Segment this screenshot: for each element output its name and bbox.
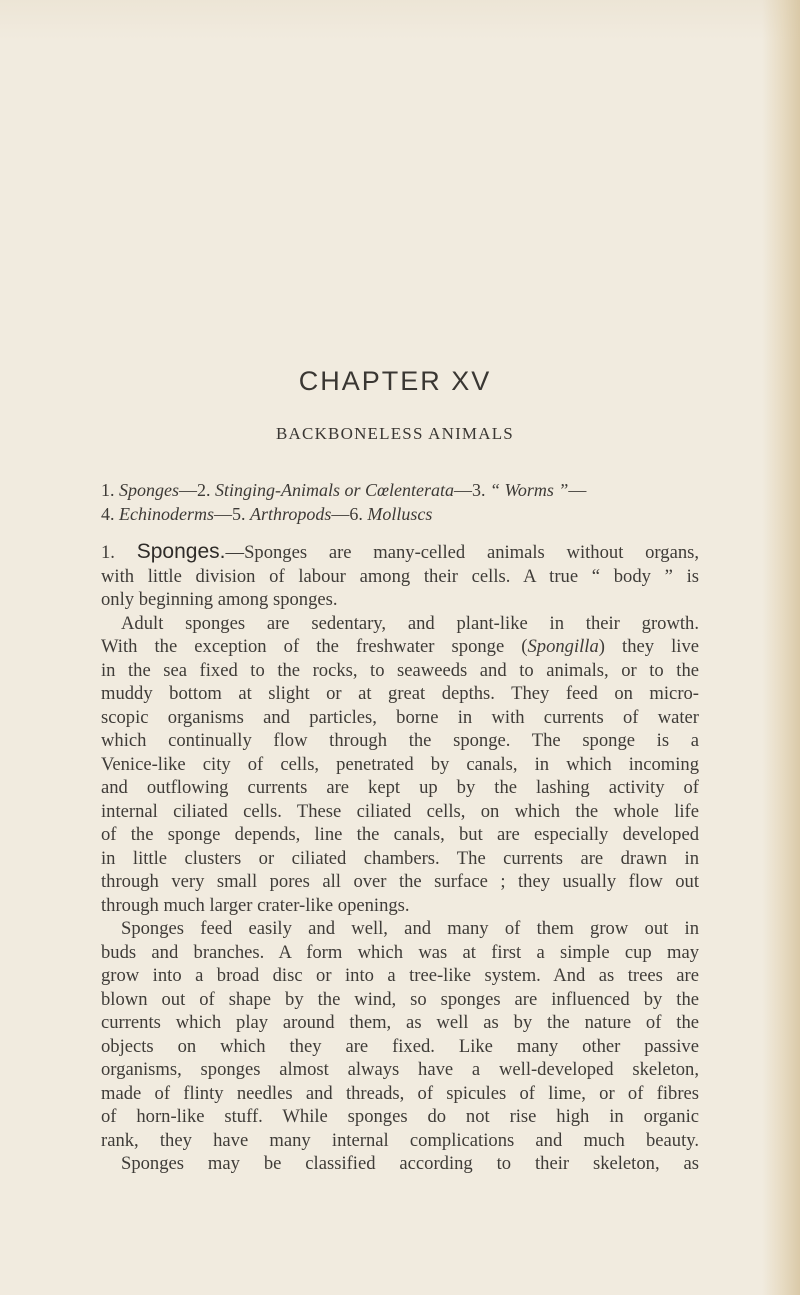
text-line: grow into a broad disc or into a tree-like system. And as trees are [101, 965, 699, 986]
text-span: With the exception of the freshwater sponge ( [101, 636, 528, 657]
italic-term-spongilla: Spongilla [527, 636, 599, 657]
text-line: Sponges feed easily and well, and many of them grow out in [121, 918, 699, 939]
text-line: which continually flow through the sponge. The sponge is a [101, 730, 699, 751]
text-line: muddy bottom at slight or at great depths. They feed on micro- [101, 683, 699, 704]
text-line: made of flinty needles and threads, of spicules of lime, or of fibres [101, 1082, 699, 1104]
contents-line-1 [101, 480, 721, 501]
contents-number: 4. [101, 504, 119, 524]
text-line: Adult sponges are sedentary, and plant-like in their growth. [121, 612, 699, 634]
body-text [101, 540, 699, 1176]
paragraph-heading-sponges: Sponges. [136, 540, 226, 563]
text-line: internal ciliated cells. These ciliated cells, on which the whole life [101, 800, 699, 822]
contents-item-arthropods: Arthropods [249, 504, 332, 524]
text-line: with little division of labour among their cells. A true “ body ” is [101, 565, 699, 587]
chapter-title: CHAPTER XV [298, 366, 492, 396]
text-line: through much larger crater-like openings. [101, 894, 410, 916]
text-line [101, 635, 699, 659]
text-line: Venice-like city of cells, penetrated by canals, in which incoming [101, 753, 699, 775]
contents-separator: —3. [454, 480, 491, 500]
contents-item-echinoderms: Echinoderms [119, 504, 214, 524]
text-line: only beginning among sponges. [101, 589, 338, 610]
text-span: ) they live [598, 636, 699, 657]
contents-line-2 [101, 504, 721, 525]
contents-item-stinging-animals: Stinging-Animals or Cœlenterata [215, 480, 455, 500]
text-line: of the sponge depends, line the canals, but are especially developed [101, 824, 699, 845]
contents-item-molluscs: Molluscs [367, 504, 433, 524]
contents-separator: — [568, 480, 587, 500]
text-line [101, 540, 699, 565]
text-line: objects on which they are fixed. Like many other passive [101, 1035, 699, 1057]
text-span: —Sponges are many-celled animals without organs, [225, 542, 699, 563]
contents-item-worms: “ Worms ” [490, 480, 569, 500]
text-line: and outflowing currents are kept up by the lashing activity of [101, 777, 699, 798]
contents-separator: —2. [179, 480, 215, 500]
text-line: rank, they have many internal complications and much beauty. [101, 1129, 699, 1151]
paragraph-number: 1. [101, 542, 137, 563]
page-edge-shading [762, 0, 800, 1295]
text-line: currents which play around them, as well as by the nature of the [101, 1012, 699, 1033]
page-top-shading [0, 0, 800, 40]
text-line: buds and branches. A form which was at first a simple cup may [101, 941, 699, 963]
text-line: in the sea fixed to the rocks, to seaweeds and to animals, or to the [101, 659, 699, 681]
contents-separator: —6. [331, 504, 368, 524]
text-line: through very small pores all over the surface ; they usually flow out [101, 871, 699, 892]
contents-number: 1. [101, 480, 119, 500]
text-line: blown out of shape by the wind, so sponges are influenced by the [101, 988, 699, 1010]
text-line: scopic organisms and particles, borne in with currents of water [101, 706, 699, 728]
text-line: Sponges may be classified according to their skeleton, as [121, 1153, 699, 1174]
contents-separator: —5. [213, 504, 250, 524]
text-line: organisms, sponges almost always have a well-developed skeleton, [101, 1059, 699, 1080]
contents-item-sponges: Sponges [119, 480, 179, 500]
text-line: in little clusters or ciliated chambers. The currents are drawn in [101, 847, 699, 869]
text-line: of horn-like stuff. While sponges do not rise high in organic [101, 1106, 699, 1127]
section-heading: BACKBONELESS ANIMALS [276, 424, 514, 443]
